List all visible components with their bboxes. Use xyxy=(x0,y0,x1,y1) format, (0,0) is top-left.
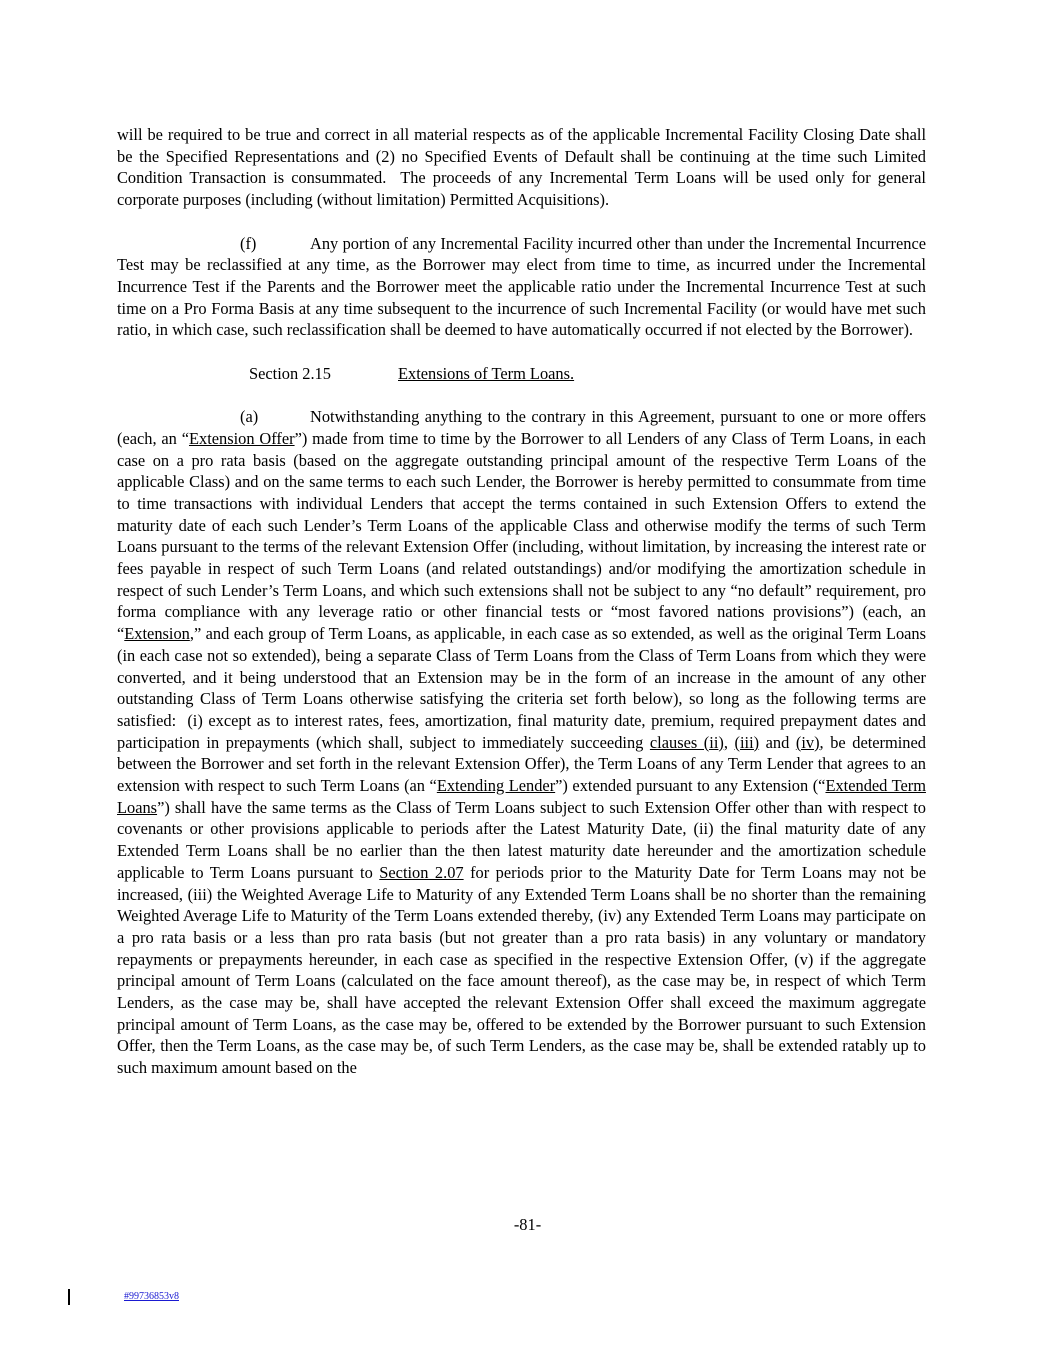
cross-ref-clause-iv: (iv) xyxy=(795,732,820,752)
cross-ref-clause-iii: (iii) xyxy=(734,732,760,752)
document-body xyxy=(117,124,926,1079)
text-run: ”) made from time to time by the Borrower to all Lenders of any Class of Term Loans, in each case on a pro rata basis (based on the aggregate outstanding principal amount of the respective Term Loans of the applicable Class) and on the same terms to each such Lender, the Borrower is hereby permitted to consummate from time to time transactions with individual Lenders that accept the terms contained in such Extension Offers to extend the maturity date of each such Lender’s Term Loans of the applicable Class and otherwise modify the terms of such Term Loans pursuant to the terms of the relevant Extension Offer (including, without limitation, by increasing the interest rate or fees payable in respect of such Term Loans (and related outstandings) and/or modifying the amortization schedule in respect of such Lender’s Term Loans, and which such extensions shall not be subject to any “no default” requirement, pro forma compliance with any leverage ratio or other financial tests or “most favored nations provisions”) (each, an “ xyxy=(117,428,926,644)
cross-ref-clause-ii: clauses (ii) xyxy=(649,732,724,752)
defined-term-extension-offer: Extension Offer xyxy=(188,428,295,448)
text-run: ”) extended pursuant to any Extension (“ xyxy=(555,776,826,796)
text-run: and xyxy=(759,732,796,752)
clause-number-f: (f) xyxy=(240,233,257,253)
section-number: Section 2.15 xyxy=(249,363,331,383)
text-run: ”) shall have the same terms as the Class of Term Loans subject to such Extension Offer other than with respect to covenants or other provisions applicable to periods after the Latest Maturity Date, (ii) the final maturity date of any Extended Term Loans shall be no earlier than the then latest maturity date hereunder and the amortization schedule applicable to Term Loans pursuant to xyxy=(117,797,926,882)
section-heading xyxy=(117,363,926,385)
paragraph-continuation: will be required to be true and correct in all material respects as of the applicable Incremental Facility Closing Date shall be the Specified Representations and (2) no Specified Events of Default shall be continuing at the time such Limited Condition Transaction is consummated. The proceeds of any Incremental Term Loans will be used only for general corporate purposes (including (without limitation) Permitted Acquisitions). xyxy=(117,125,926,210)
cross-ref-section-2-07: Section 2.07 xyxy=(379,862,464,882)
clause-number-a: (a) xyxy=(240,407,259,427)
text-run: , xyxy=(723,732,735,752)
paragraph-f-text: Any portion of any Incremental Facility incurred other than under the Incremental Incurrence Test may be reclassified at any time, as the Borrower may elect from time to time, as incurred under the Incremental Incurrence Test if the Parents and the Borrower meet the applicable ratio under the Incremental Incurrence Test at such time on a Pro Forma Basis at any time subsequent to the incurrence of such Incremental Facility (or would have met such ratio, in which case, such reclassification shall be deemed to have automatically occurred if not elected by the Borrower). xyxy=(117,233,926,340)
paragraph-f xyxy=(117,233,926,342)
text-run: for periods prior to the Maturity Date for Term Loans may not be increased, (iii) the Weighted Average Life to Maturity of any Extended Term Loans shall be no shorter than the remaining Weighted Average Life to Maturity of the Term Loans extended thereby, (iv) any Extended Term Loans may participate on a pro rata basis or a less than pro rata basis (but not greater than a pro rata basis) in any voluntary or mandatory repayments or prepayments hereunder, in each case as specified in the respective Extension Offer, (v) if the aggregate principal amount of Term Loans (calculated on the face amount thereof), as the case may be, in respect of which Term Lenders, as the case may be, shall have accepted the relevant Extension Offer shall exceed the maximum aggregate principal amount of Term Loans, as the case may be, offered to be extended by the Borrower pursuant to such Extension Offer, then the Term Loans, as the case may be, of such Term Lenders, as the case may be, shall be extended ratably up to such maximum amount based on the xyxy=(117,862,926,1078)
section-title: Extensions of Term Loans. xyxy=(398,363,575,383)
text-run: Notwithstanding anything to the contrary in this Agreement, pursuant to one or more offers (each, an “ xyxy=(117,407,926,448)
defined-term-extending-lender: Extending Lender xyxy=(436,776,556,796)
paragraph-a xyxy=(117,406,926,1079)
text-run: ,” and each group of Term Loans, as applicable, in each case as so extended, as well as the original Term Loans (in each case not so extended), being a separate Class of Term Loans from the Class of Term Loans from which they were converted, and it being understood that an Extension may be in the form of an increase in the amount of any other outstanding Class of Term Loans otherwise satisfying the criteria set forth below), so long as the following terms are satisfied: (i) except as to interest rates, fees, amortization, final maturity date, premium, required prepayment dates and participation in prepayments (which shall, subject to immediately succeeding xyxy=(117,624,926,752)
page-number: -81- xyxy=(513,1215,542,1234)
change-bar xyxy=(68,1289,70,1305)
defined-term-extension: Extension xyxy=(124,624,190,644)
document-id-link[interactable]: #99736853v8 xyxy=(124,1291,179,1302)
text-run: , be determined between the Borrower and set forth in the relevant Extension Offer), the Term Loans of any Term Lender that agrees to an extension with respect to such Term Loans (an “ xyxy=(117,732,926,796)
defined-term-extended-term-loans: Extended Term Loans xyxy=(117,776,926,817)
